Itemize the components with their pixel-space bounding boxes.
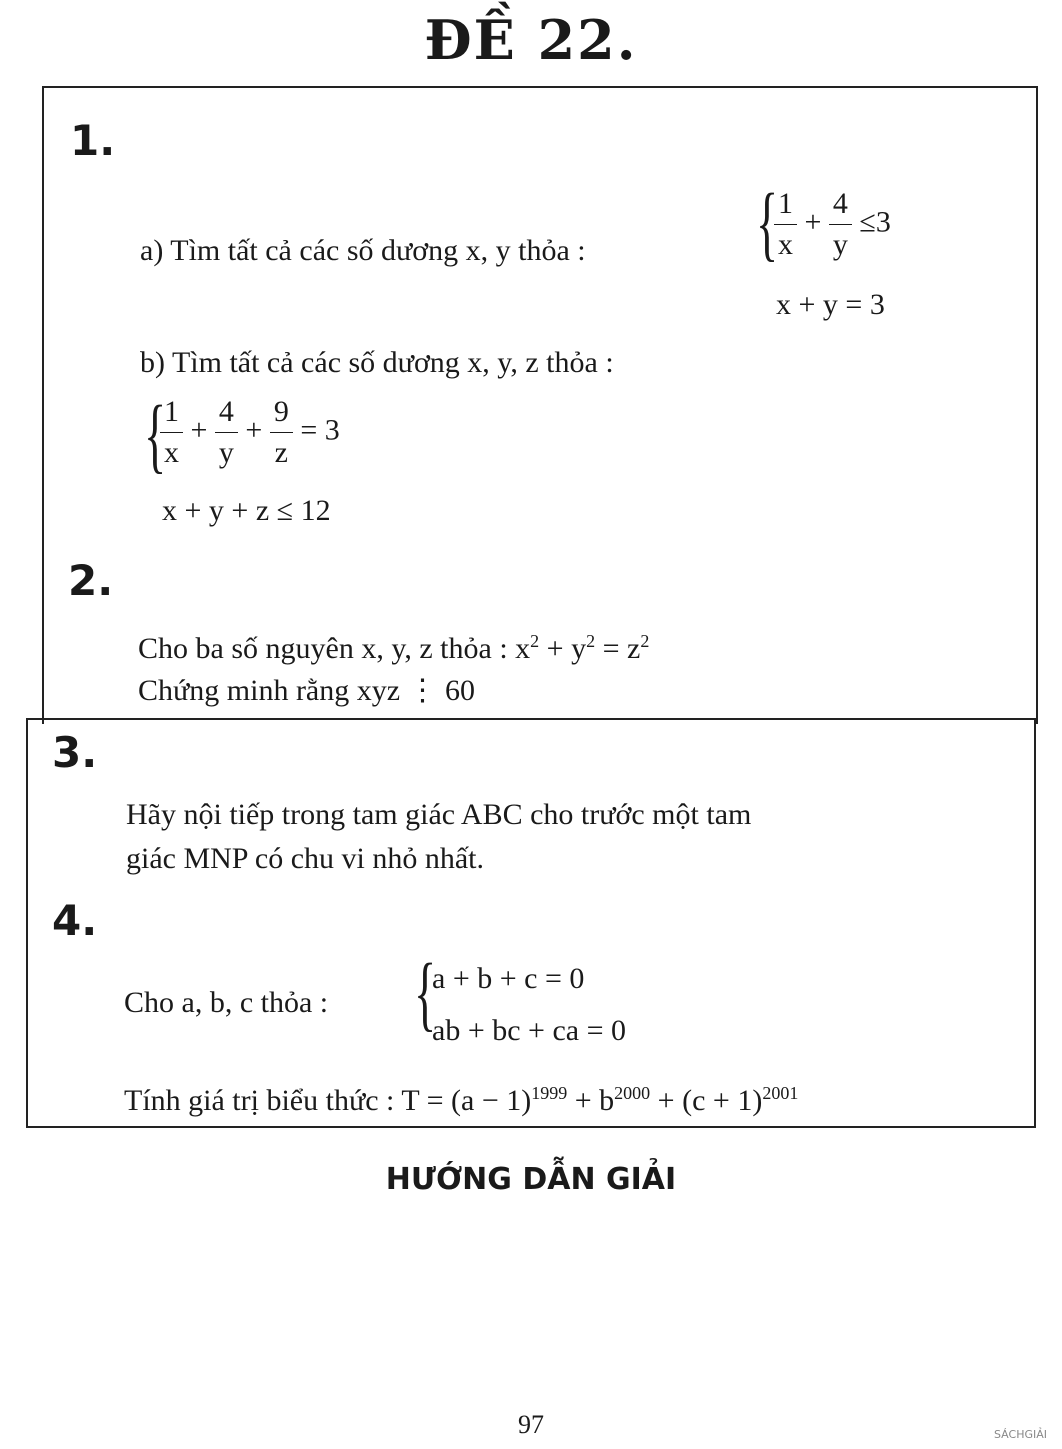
page-title: ĐỀ 22. <box>424 8 638 72</box>
problem-1b-eq2: x + y + z ≤ 12 <box>162 494 331 527</box>
brace-4: { <box>414 947 437 1040</box>
problem-4-expression: Tính giá trị biểu thức : $T = (a - 1)^{1999} + b^{2000} + (c + 1)^{2001}$ <box>124 1083 799 1117</box>
problem-2-line1: Cho ba số nguyên x, y, z thỏa : $x^2 + y^2 = z^2$ <box>138 631 650 665</box>
problem-3-number: 3. <box>52 728 98 777</box>
problem-2-line2: Chứng minh rằng xyz ⋮ 60 <box>138 674 476 707</box>
problem-4-number: 4. <box>52 896 98 945</box>
problem-4-intro: Cho a, b, c thỏa : <box>124 986 329 1019</box>
problem-4-eq1: a + b + c = 0 <box>432 962 585 995</box>
brace-1b: { <box>144 389 167 482</box>
problem-1a-text: a) Tìm tất cả các số dương x, y thỏa : <box>140 234 586 267</box>
problem-1b-eq1: $\frac{1}{x}$ + $\frac{4}{y}$ + $\frac{9}{z}$ = 3 <box>160 394 340 471</box>
problem-1a-eq2: x + y = 3 <box>776 288 885 321</box>
problem-3-line2: giác MNP có chu vi nhỏ nhất. <box>126 842 484 875</box>
solution-heading: HƯỚNG DẪN GIẢI <box>385 1162 677 1197</box>
watermark-logo: SÁCHGIẢI <box>994 1428 1048 1441</box>
problem-1a-eq1: $\frac{1}{x}$ + $\frac{4}{y}$ ≤3 <box>774 186 891 263</box>
problem-2-number: 2. <box>68 556 114 605</box>
problem-1b-text: b) Tìm tất cả các số dương x, y, z thỏa : <box>140 346 614 379</box>
problem-4-eq2: ab + bc + ca = 0 <box>432 1014 627 1047</box>
page-number: 97 <box>518 1410 544 1439</box>
brace-1a: { <box>756 177 779 270</box>
problem-frame-bottom <box>26 718 1036 1128</box>
problem-1-number: 1. <box>70 116 116 165</box>
problem-3-line1: Hãy nội tiếp trong tam giác ABC cho trước một tam <box>126 798 752 831</box>
